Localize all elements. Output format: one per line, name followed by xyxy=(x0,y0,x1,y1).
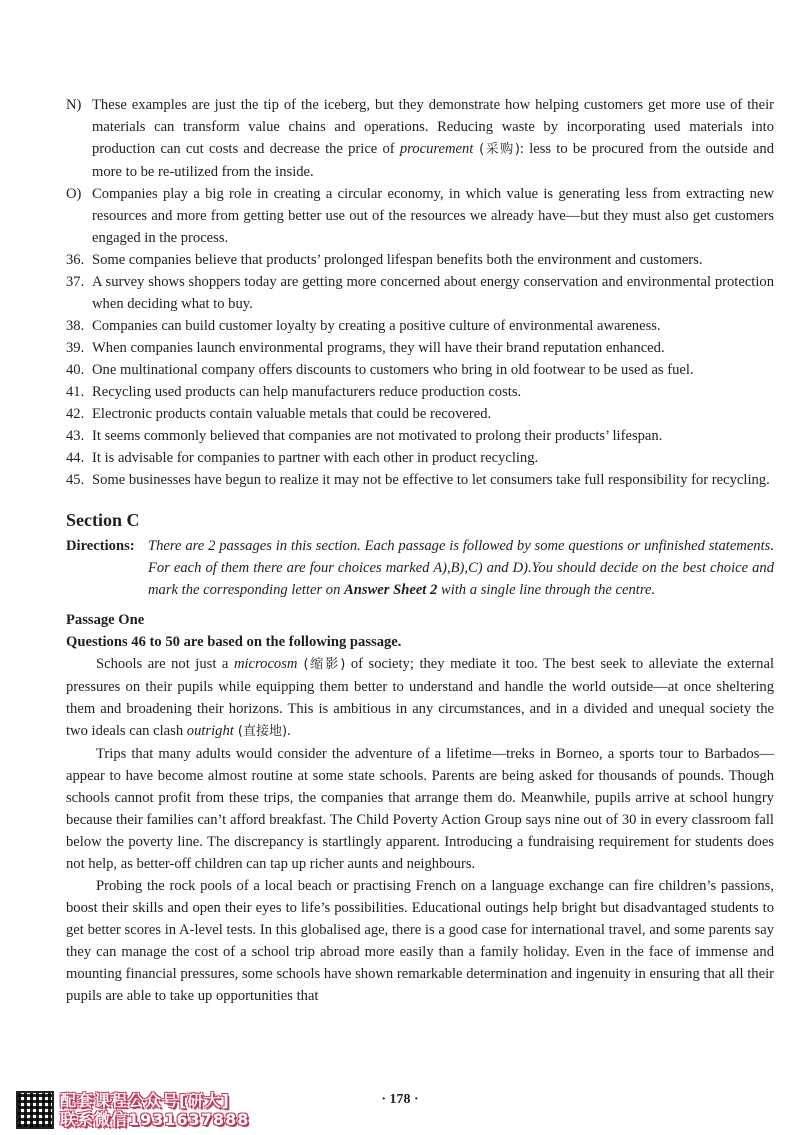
section-title: Section C xyxy=(66,510,140,530)
text-run: . xyxy=(287,723,291,739)
italic-term: procurement xyxy=(399,141,474,157)
question-number: 37. xyxy=(66,274,85,290)
text-run: of society; they mediate it too. The best seek to alleviate the external pressures on their pupils while equipping them better to understand and handle the world outside—at once sheltering them and broadening their horizons. This is ambitious in any circumstances, and in a divided and unequal society the two ideals can clash xyxy=(66,656,774,739)
question-item xyxy=(66,469,774,491)
question-item xyxy=(66,337,774,359)
chinese-gloss: (采购) xyxy=(473,142,520,157)
answer-sheet-ref: Answer Sheet 2 xyxy=(344,582,438,598)
question-item xyxy=(66,425,774,447)
question-text: Recycling used products can help manufacturers reduce production costs. xyxy=(92,384,522,400)
question-item xyxy=(66,359,774,381)
question-item xyxy=(66,315,774,337)
question-item xyxy=(66,249,774,271)
question-text: Some companies believe that products’ prolonged lifespan benefits both the environment and customers. xyxy=(92,252,703,268)
question-text: When companies launch environmental programs, they will have their brand reputation enhanced. xyxy=(92,340,665,356)
question-number: 36. xyxy=(66,252,85,268)
question-number: 44. xyxy=(66,450,85,466)
question-number: 43. xyxy=(66,428,85,444)
footer-ad-line-2: 联系微信1931637888 xyxy=(60,1110,250,1129)
question-list xyxy=(66,249,774,491)
question-number: 41. xyxy=(66,384,85,400)
passage-paragraph-2: Trips that many adults would consider the adventure of a lifetime—treks in Borneo, a sports tour to Barbados—appear to have become almost routine at some state schools. Parents are being asked for thousands of pounds. Though schools cannot profit from these trips, the companies that arrange them do. Meanwhile, pupils arrive at school hungry because their families can’t afford breakfast. The Child Poverty Action Group says nine out of 30 in every classroom fall below the poverty line. The discrepancy is startlingly apparent. Introducing a fundraising requirement for students does not help, as better-off children can tap up richer aunts and neighbours. xyxy=(66,746,774,872)
chinese-gloss: (缩影) xyxy=(297,657,346,672)
question-text: It seems commonly believed that companies are not motivated to prolong their products’ lifespan. xyxy=(92,428,663,444)
passage-body xyxy=(66,653,774,1007)
footer-ad xyxy=(60,1091,249,1129)
question-text: One multinational company offers discounts to customers who bring in old footwear to be used as fuel. xyxy=(92,362,694,378)
italic-term: outright xyxy=(186,723,234,739)
chinese-gloss: (直接地) xyxy=(233,724,288,739)
question-text: It is advisable for companies to partner with each other in product recycling. xyxy=(92,450,539,466)
directions-text-end: with a single line through the centre. xyxy=(437,582,656,598)
footer-ad-line-1: 配套课程公众号[研大] xyxy=(60,1091,230,1110)
page-content xyxy=(66,94,774,1007)
italic-term: microcosm xyxy=(233,656,298,672)
qr-code-icon xyxy=(16,1091,54,1129)
footer-watermark xyxy=(16,1090,249,1130)
question-text: A survey shows shoppers today are getting more concerned about energy conservation and environmental protection when deciding what to buy. xyxy=(92,274,774,312)
directions-label: Directions: xyxy=(66,538,135,554)
question-item xyxy=(66,381,774,403)
question-text: Companies can build customer loyalty by creating a positive culture of environmental awareness. xyxy=(92,318,661,334)
question-number: 40. xyxy=(66,362,85,378)
paragraph-text: Companies play a big role in creating a circular economy, in which value is generating less from extracting new resources and more from getting better use out of the resources we already have—but they must also get customers engaged in the process. xyxy=(92,186,774,246)
passage-title: Passage One xyxy=(66,612,145,628)
question-text: Electronic products contain valuable metals that could be recovered. xyxy=(92,406,492,422)
passage-paragraph-1 xyxy=(66,653,774,743)
paragraph-label: N) xyxy=(66,97,82,113)
question-number: 45. xyxy=(66,472,85,488)
paragraph-label: O) xyxy=(66,186,82,202)
passage-paragraph-n xyxy=(66,94,774,183)
paragraph-text: These examples are just the tip of the iceberg, but they demonstrate how helping customers get more use of their materials can transform value chains and operations. Reducing waste by incorporating used materials into production can cut costs and decrease the price of xyxy=(92,97,774,157)
question-item xyxy=(66,403,774,425)
page-number: · 178 · xyxy=(381,1092,419,1107)
question-number: 42. xyxy=(66,406,85,422)
questions-header: Questions 46 to 50 are based on the following passage. xyxy=(66,634,402,650)
directions xyxy=(66,535,774,601)
question-number: 38. xyxy=(66,318,85,334)
text-run: Schools are not just a xyxy=(96,656,234,672)
directions-text: There are 2 passages in this section. Each passage is followed by some questions or unfinished statements. For each of them there are four choices marked A),B),C) and D).You should decide on the best choice and mark the corresponding letter on xyxy=(148,538,774,598)
question-text: Some businesses have begun to realize it may not be effective to let consumers take full responsibility for recycling. xyxy=(92,472,770,488)
question-item xyxy=(66,271,774,315)
paragraph-text-end: : less to be procured from the outside and more to be re-utilized from the inside. xyxy=(92,141,774,180)
question-number: 39. xyxy=(66,340,85,356)
passage-paragraph-o xyxy=(66,183,774,249)
question-item xyxy=(66,447,774,469)
passage-paragraph-3: Probing the rock pools of a local beach or practising French on a language exchange can fire children’s passions, boost their skills and open their eyes to life’s possibilities. Educational outings help bright but disadvantaged students to get better scores in A-level tests. In this globalised age, there is a good case for international travel, and some parents say they can manage the cost of a school trip abroad more easily than a family holiday. Even in the face of immense and mounting financial pressures, some schools have shown remarkable determination and ingenuity in ensuring that all their pupils are able to take up opportunities that xyxy=(66,878,774,1004)
